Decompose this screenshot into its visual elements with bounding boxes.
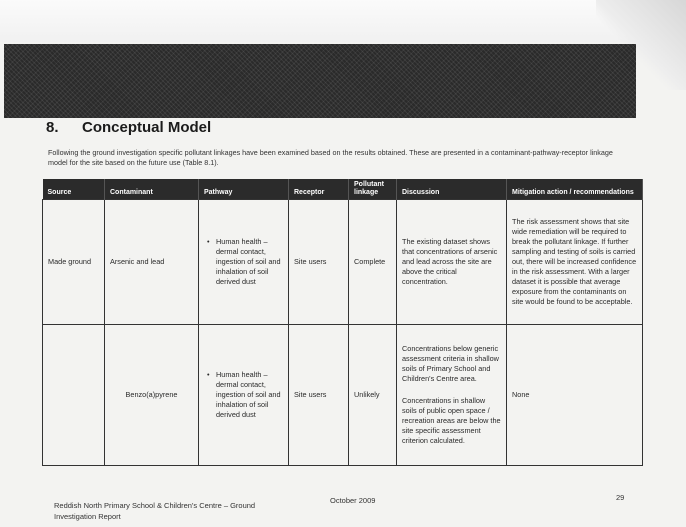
page-edge xyxy=(0,0,686,42)
discussion-text: The existing dataset shows that concentrations of arsenic and lead across the site are above the critical concentration. xyxy=(402,237,498,287)
cell-discussion xyxy=(397,200,507,325)
header-receptor: Receptor xyxy=(289,179,349,200)
cell-contaminant: Benzo(a)pyrene xyxy=(105,325,199,466)
section-heading xyxy=(46,119,211,136)
table-row xyxy=(43,200,643,325)
cell-receptor: Site users xyxy=(289,200,349,325)
header-discussion: Discussion xyxy=(397,179,507,200)
cell-contaminant: Arsenic and lead xyxy=(105,200,199,325)
cell-pathway xyxy=(199,325,289,466)
cell-discussion xyxy=(397,325,507,466)
section-number: 8. xyxy=(46,119,59,136)
scan-dark-band xyxy=(4,44,636,118)
section-title: Conceptual Model xyxy=(82,119,212,136)
conceptual-model-table xyxy=(42,179,643,466)
cell-receptor: Site users xyxy=(289,325,349,466)
table-row xyxy=(43,325,643,466)
discussion-text: Concentrations in shallow soils of public open space / recreation areas are below the site specific assessment criterion calculated. xyxy=(402,396,501,446)
footer-date: October 2009 xyxy=(330,496,376,505)
cell-source xyxy=(43,325,105,466)
header-source: Source xyxy=(43,179,105,200)
table-header-row xyxy=(43,179,643,200)
header-mitigation: Mitigation action / recommendations xyxy=(507,179,643,200)
cell-mitigation: None xyxy=(507,325,643,466)
cell-source: Made ground xyxy=(43,200,105,325)
intro-paragraph: Following the ground investigation specific pollutant linkages have been examined based on the results obtained. These are presented in a contaminant-pathway-receptor linkage model for the site based on the future use (Table 8.1). xyxy=(48,148,613,167)
header-pathway: Pathway xyxy=(199,179,289,200)
cell-linkage: Complete xyxy=(349,200,397,325)
footer-page-number: 29 xyxy=(616,493,625,502)
cell-linkage: Unlikely xyxy=(349,325,397,466)
pathway-bullet: • Human health – dermal contact, ingestion of soil and inhalation of soil derived dust xyxy=(216,237,283,287)
header-contaminant: Contaminant xyxy=(105,179,199,200)
discussion-text: Concentrations below generic assessment criteria in shallow soils of Primary School and Children's Centre area. xyxy=(402,344,499,384)
cell-pathway xyxy=(199,200,289,325)
footer-report-title: Reddish North Primary School & Children's Centre – Ground Investigation Report xyxy=(54,501,256,521)
header-linkage: Pollutant linkage xyxy=(349,179,397,200)
cell-mitigation: The risk assessment shows that site wide remediation will be required to break the pollutant linkage. If further sampling and testing of soils is carried out, there will be increased confidence in the risk assessment. With a larger dataset it is possible that average exposure from the contaminants on site would be found to be acceptable. xyxy=(507,200,643,325)
pathway-bullet: • Human health – dermal contact, ingestion of soil and inhalation of soil derived dust xyxy=(216,370,283,420)
